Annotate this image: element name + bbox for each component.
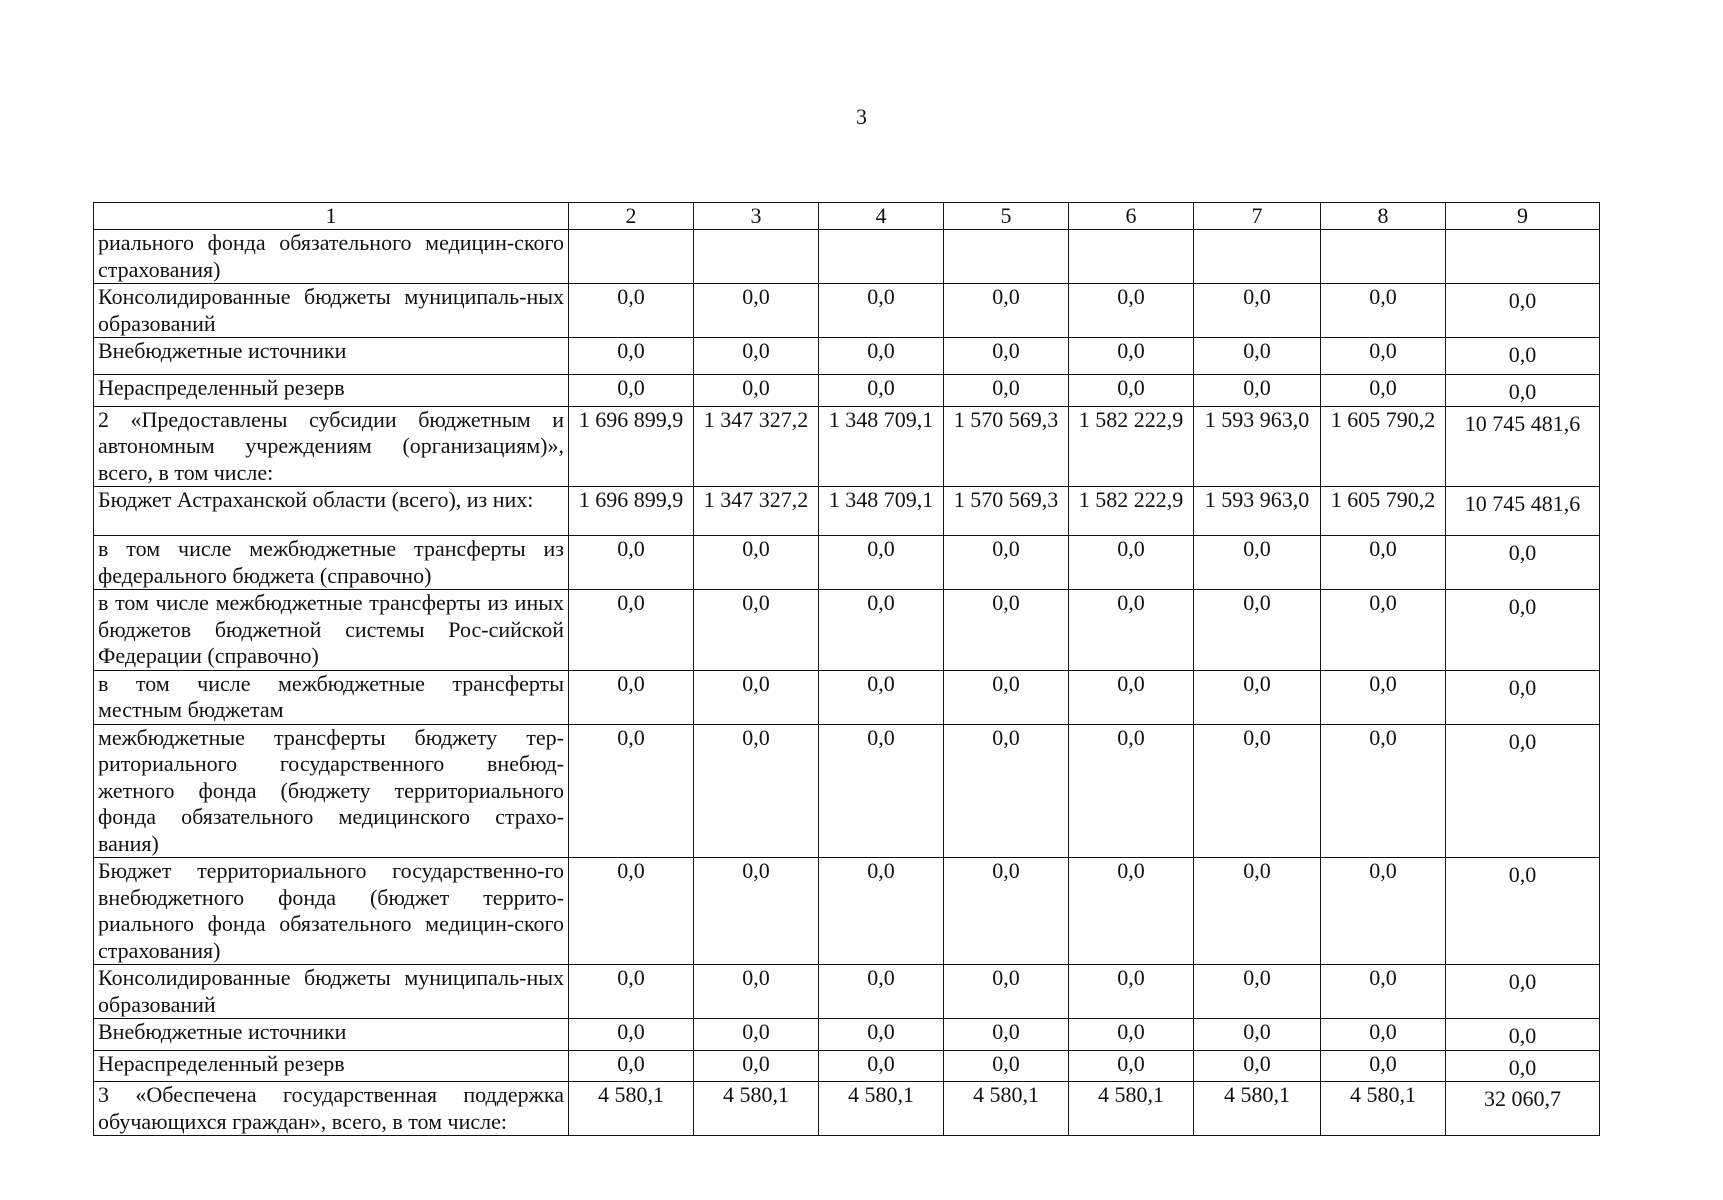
cell-value: 0,0 <box>1069 338 1194 375</box>
row-label: 2 «Предоставлены субсидии бюджетным и автономным учреждениям (организациям)», всего, в том числе: <box>94 406 569 487</box>
table-row <box>94 1019 1600 1051</box>
cell-value: 0,0 <box>1069 724 1194 858</box>
cell-value: 0,0 <box>569 338 694 375</box>
cell-value: 1 582 222,9 <box>1069 487 1194 536</box>
cell-value: 0,0 <box>1446 858 1600 965</box>
cell-value: 4 580,1 <box>819 1082 944 1136</box>
table-row <box>94 230 1600 284</box>
cell-value: 0,0 <box>1446 724 1600 858</box>
row-label: межбюджетные трансферты бюджету тер-риториального государственного внебюд-жетного фонда (бюджету территориального фонда обязательного медицинского страхо-вания) <box>94 724 569 858</box>
column-header: 7 <box>1194 203 1321 230</box>
cell-value <box>569 230 694 284</box>
cell-value: 0,0 <box>1194 858 1321 965</box>
cell-value: 0,0 <box>694 1019 819 1051</box>
cell-value: 0,0 <box>1446 536 1600 590</box>
cell-value: 0,0 <box>694 965 819 1019</box>
cell-value: 10 745 481,6 <box>1446 487 1600 536</box>
cell-value: 10 745 481,6 <box>1446 406 1600 487</box>
row-label: Внебюджетные источники <box>94 1019 569 1051</box>
row-label: Бюджет Астраханской области (всего), из них: <box>94 487 569 536</box>
cell-value: 0,0 <box>1069 1050 1194 1082</box>
cell-value: 0,0 <box>944 590 1069 671</box>
cell-value: 0,0 <box>694 590 819 671</box>
cell-value: 0,0 <box>944 965 1069 1019</box>
row-label: Консолидированные бюджеты муниципаль-ных образований <box>94 965 569 1019</box>
cell-value: 0,0 <box>569 284 694 338</box>
table-row <box>94 284 1600 338</box>
cell-value: 0,0 <box>1194 1019 1321 1051</box>
cell-value: 1 605 790,2 <box>1321 487 1446 536</box>
cell-value: 0,0 <box>944 670 1069 724</box>
cell-value: 0,0 <box>569 724 694 858</box>
row-label: в том числе межбюджетные трансферты из иных бюджетов бюджетной системы Рос-сийской Федерации (справочно) <box>94 590 569 671</box>
column-header: 1 <box>94 203 569 230</box>
cell-value: 0,0 <box>694 858 819 965</box>
row-label: в том числе межбюджетные трансферты из федерального бюджета (справочно) <box>94 536 569 590</box>
cell-value: 0,0 <box>569 1019 694 1051</box>
cell-value: 0,0 <box>1321 375 1446 407</box>
cell-value: 0,0 <box>944 858 1069 965</box>
cell-value: 0,0 <box>1321 536 1446 590</box>
cell-value: 0,0 <box>569 965 694 1019</box>
cell-value: 4 580,1 <box>1069 1082 1194 1136</box>
cell-value: 0,0 <box>819 724 944 858</box>
table-row <box>94 965 1600 1019</box>
column-header: 5 <box>944 203 1069 230</box>
cell-value: 0,0 <box>1069 375 1194 407</box>
cell-value: 1 347 327,2 <box>694 487 819 536</box>
cell-value: 0,0 <box>944 338 1069 375</box>
cell-value: 1 570 569,3 <box>944 406 1069 487</box>
cell-value: 1 593 963,0 <box>1194 487 1321 536</box>
cell-value: 0,0 <box>1446 1019 1600 1051</box>
cell-value: 0,0 <box>944 536 1069 590</box>
cell-value: 0,0 <box>819 375 944 407</box>
cell-value: 0,0 <box>694 375 819 407</box>
cell-value: 32 060,7 <box>1446 1082 1600 1136</box>
cell-value: 1 605 790,2 <box>1321 406 1446 487</box>
table-row <box>94 487 1600 536</box>
cell-value <box>944 230 1069 284</box>
cell-value: 0,0 <box>569 858 694 965</box>
cell-value: 0,0 <box>1194 536 1321 590</box>
cell-value: 0,0 <box>1446 284 1600 338</box>
budget-table <box>93 202 1600 1136</box>
table-row <box>94 590 1600 671</box>
cell-value: 0,0 <box>569 1050 694 1082</box>
cell-value: 0,0 <box>1194 284 1321 338</box>
table-row <box>94 1082 1600 1136</box>
page-number: 3 <box>856 104 867 129</box>
cell-value: 4 580,1 <box>694 1082 819 1136</box>
cell-value <box>1194 230 1321 284</box>
column-header: 4 <box>819 203 944 230</box>
cell-value: 0,0 <box>1069 1019 1194 1051</box>
cell-value: 1 348 709,1 <box>819 487 944 536</box>
cell-value: 0,0 <box>1321 590 1446 671</box>
table-row <box>94 338 1600 375</box>
cell-value: 0,0 <box>819 536 944 590</box>
header-row <box>94 203 1600 230</box>
cell-value: 0,0 <box>1069 284 1194 338</box>
column-header: 9 <box>1446 203 1600 230</box>
table-row <box>94 858 1600 965</box>
row-label: риального фонда обязательного медицин-ского страхования) <box>94 230 569 284</box>
row-label: Нераспределенный резерв <box>94 375 569 407</box>
cell-value: 0,0 <box>1446 375 1600 407</box>
table-row <box>94 406 1600 487</box>
cell-value: 0,0 <box>569 375 694 407</box>
cell-value: 0,0 <box>1321 724 1446 858</box>
cell-value: 0,0 <box>819 590 944 671</box>
row-label: Нераспределенный резерв <box>94 1050 569 1082</box>
cell-value: 0,0 <box>1069 536 1194 590</box>
cell-value: 0,0 <box>1446 670 1600 724</box>
table-row <box>94 536 1600 590</box>
cell-value: 0,0 <box>819 338 944 375</box>
cell-value: 0,0 <box>694 284 819 338</box>
cell-value: 0,0 <box>1194 338 1321 375</box>
cell-value <box>1321 230 1446 284</box>
cell-value: 0,0 <box>1321 1050 1446 1082</box>
cell-value <box>694 230 819 284</box>
cell-value: 0,0 <box>944 375 1069 407</box>
cell-value: 0,0 <box>1069 590 1194 671</box>
cell-value: 0,0 <box>1069 965 1194 1019</box>
column-header: 2 <box>569 203 694 230</box>
cell-value: 0,0 <box>1194 965 1321 1019</box>
cell-value: 0,0 <box>1194 375 1321 407</box>
table-row <box>94 670 1600 724</box>
cell-value: 0,0 <box>1321 1019 1446 1051</box>
cell-value: 4 580,1 <box>1321 1082 1446 1136</box>
column-header: 3 <box>694 203 819 230</box>
cell-value <box>1446 230 1600 284</box>
table-body <box>94 230 1600 1136</box>
cell-value: 1 347 327,2 <box>694 406 819 487</box>
cell-value: 4 580,1 <box>1194 1082 1321 1136</box>
cell-value <box>1069 230 1194 284</box>
table-header <box>94 203 1600 230</box>
cell-value: 0,0 <box>944 1050 1069 1082</box>
cell-value: 0,0 <box>819 965 944 1019</box>
table-row <box>94 1050 1600 1082</box>
cell-value: 0,0 <box>819 858 944 965</box>
cell-value <box>819 230 944 284</box>
cell-value: 0,0 <box>944 724 1069 858</box>
cell-value: 0,0 <box>569 670 694 724</box>
table-row <box>94 724 1600 858</box>
column-header: 6 <box>1069 203 1194 230</box>
cell-value: 0,0 <box>694 338 819 375</box>
cell-value: 0,0 <box>1321 965 1446 1019</box>
cell-value: 0,0 <box>819 284 944 338</box>
cell-value: 0,0 <box>1069 670 1194 724</box>
cell-value: 0,0 <box>819 1050 944 1082</box>
cell-value: 0,0 <box>1321 670 1446 724</box>
cell-value: 0,0 <box>1194 670 1321 724</box>
cell-value: 0,0 <box>1194 590 1321 671</box>
cell-value: 4 580,1 <box>569 1082 694 1136</box>
cell-value: 0,0 <box>1446 1050 1600 1082</box>
row-label: 3 «Обеспечена государственная поддержка обучающихся граждан», всего, в том числе: <box>94 1082 569 1136</box>
cell-value: 4 580,1 <box>944 1082 1069 1136</box>
cell-value: 1 696 899,9 <box>569 406 694 487</box>
cell-value: 0,0 <box>1321 284 1446 338</box>
cell-value: 1 696 899,9 <box>569 487 694 536</box>
cell-value: 0,0 <box>944 1019 1069 1051</box>
cell-value: 0,0 <box>694 670 819 724</box>
row-label: Внебюджетные источники <box>94 338 569 375</box>
cell-value: 0,0 <box>1194 1050 1321 1082</box>
cell-value: 1 570 569,3 <box>944 487 1069 536</box>
cell-value: 0,0 <box>1446 965 1600 1019</box>
cell-value: 0,0 <box>694 724 819 858</box>
row-label: в том числе межбюджетные трансферты местным бюджетам <box>94 670 569 724</box>
column-header: 8 <box>1321 203 1446 230</box>
cell-value: 0,0 <box>1446 338 1600 375</box>
row-label: Бюджет территориального государственно-го внебюджетного фонда (бюджет террито-риального фонда обязательного медицин-ского страхования) <box>94 858 569 965</box>
cell-value: 0,0 <box>944 284 1069 338</box>
cell-value: 0,0 <box>569 590 694 671</box>
table-row <box>94 375 1600 407</box>
cell-value: 1 348 709,1 <box>819 406 944 487</box>
cell-value: 0,0 <box>1446 590 1600 671</box>
cell-value: 0,0 <box>819 1019 944 1051</box>
cell-value: 0,0 <box>694 536 819 590</box>
cell-value: 0,0 <box>694 1050 819 1082</box>
cell-value: 1 582 222,9 <box>1069 406 1194 487</box>
row-label: Консолидированные бюджеты муниципаль-ных образований <box>94 284 569 338</box>
cell-value: 0,0 <box>1069 858 1194 965</box>
cell-value: 0,0 <box>569 536 694 590</box>
cell-value: 0,0 <box>1321 338 1446 375</box>
cell-value: 1 593 963,0 <box>1194 406 1321 487</box>
cell-value: 0,0 <box>1321 858 1446 965</box>
cell-value: 0,0 <box>819 670 944 724</box>
cell-value: 0,0 <box>1194 724 1321 858</box>
